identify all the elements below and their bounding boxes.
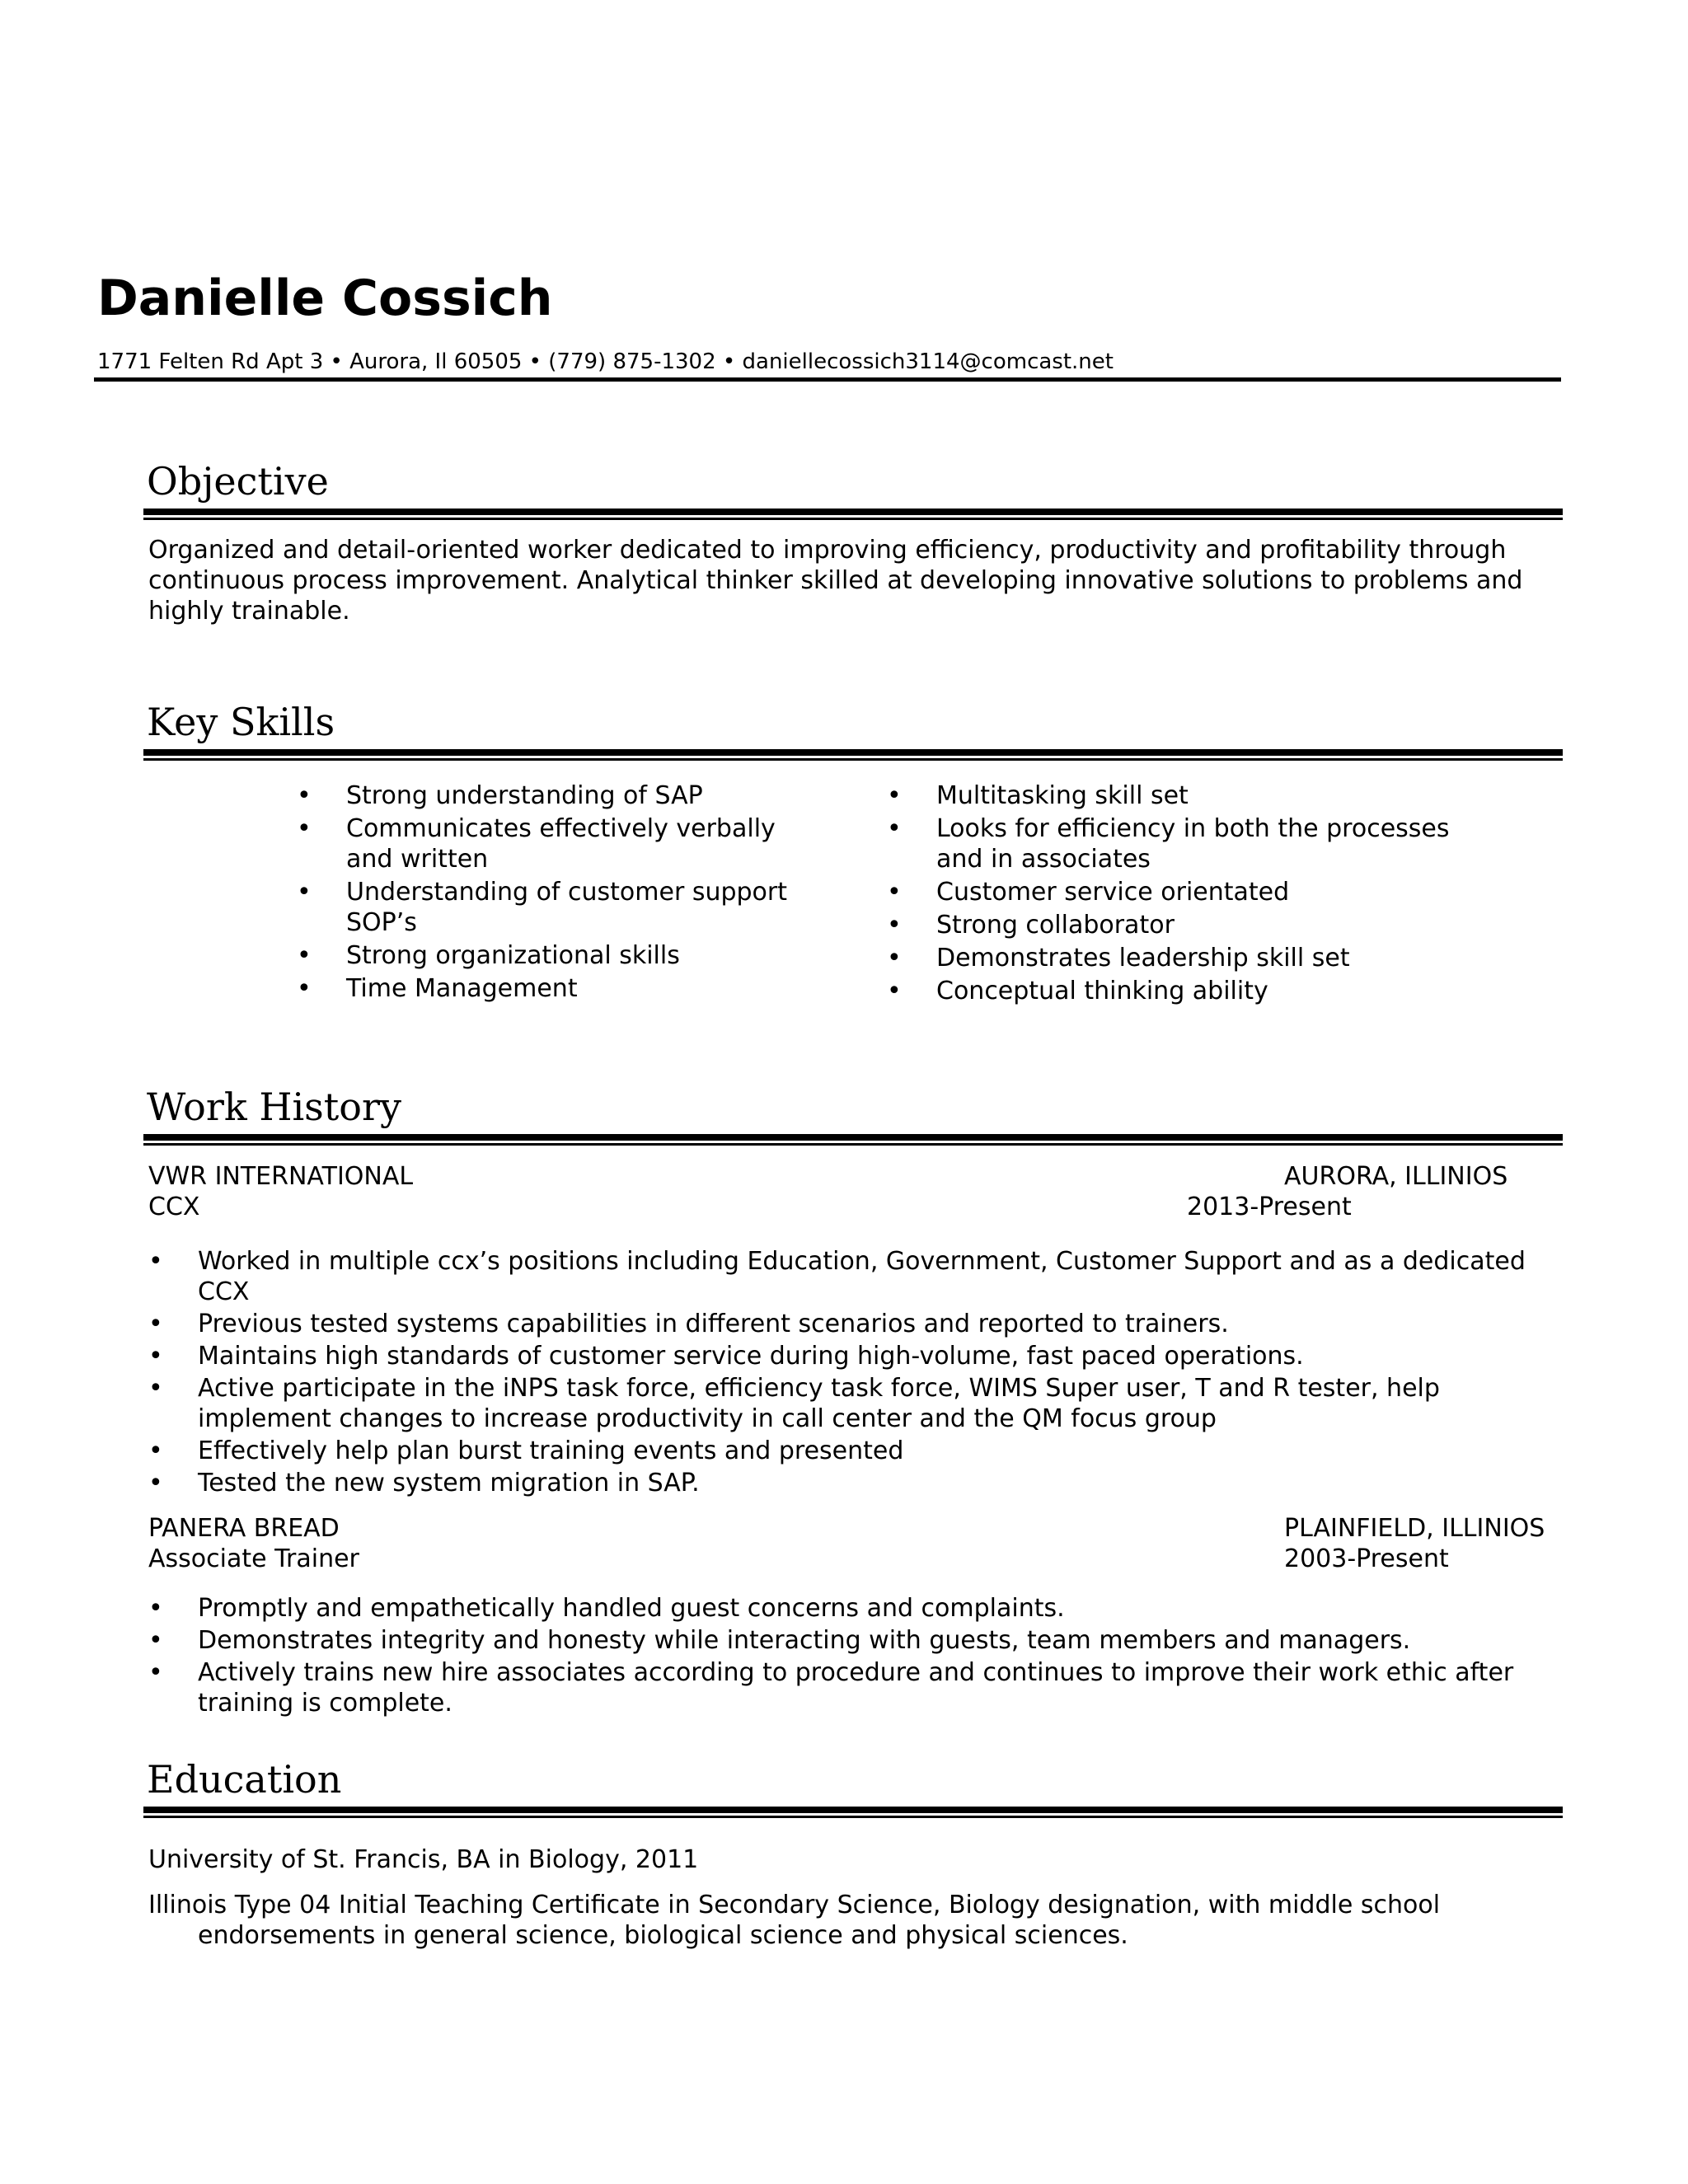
bullet: •: [148, 1626, 163, 1655]
bullet: •: [297, 974, 312, 1003]
duty-item: • Actively trains new hire associates according to procedure and continues to improve their work ethic after training is complete.: [148, 1658, 1514, 1718]
bullet: •: [148, 1342, 163, 1371]
skill-item: • Strong organizational skills: [297, 941, 680, 970]
contact-line: 1771 Felten Rd Apt 3 • Aurora, Il 60505 • (779) 875-1302 • daniellecossich3114@comcast.net: [97, 349, 1114, 374]
skill-item: • Demonstrates leadership skill set: [887, 944, 1350, 972]
duty-item: • Worked in multiple ccx’s positions including Education, Government, Customer Support and as a dedicated CCX: [148, 1247, 1526, 1306]
work-history-rule: [143, 1134, 1563, 1146]
objective-rule: [143, 509, 1563, 520]
skill-item: • Customer service orientated: [887, 878, 1290, 907]
work-history-heading: Work History: [147, 1085, 401, 1129]
job-title: CCX: [148, 1193, 200, 1221]
education-entry: University of St. Francis, BA in Biology, 2011: [148, 1845, 699, 1874]
job-location: PLAINFIELD, ILLINIOS: [1284, 1514, 1545, 1543]
bullet: •: [887, 977, 902, 1005]
duty-item: • Previous tested systems capabilities in different scenarios and reported to trainers.: [148, 1310, 1229, 1338]
job-dates: 2003-Present: [1284, 1544, 1449, 1573]
bullet: •: [148, 1374, 163, 1403]
bullet: •: [887, 944, 902, 972]
skill-item: • Understanding of customer support SOP’s: [297, 878, 788, 937]
duty-item: • Demonstrates integrity and honesty while interacting with guests, team members and managers.: [148, 1626, 1411, 1655]
duty-item: • Active participate in the iNPS task force, efficiency task force, WIMS Super user, T and R tester, help implement changes to increase productivity in call center and the QM focus group: [148, 1374, 1440, 1433]
key-skills-rule: [143, 749, 1563, 761]
bullet: •: [148, 1658, 163, 1687]
education-entry: Illinois Type 04 Initial Teaching Certificate in Secondary Science, Biology designation, with middle school endorsements in general science, biological science and physical sciences.: [148, 1891, 1441, 1950]
skill-item: • Strong collaborator: [887, 911, 1175, 940]
skills-list-right: [887, 780, 1480, 1009]
bullet: •: [148, 1436, 163, 1465]
skill-item: • Conceptual thinking ability: [887, 977, 1268, 1005]
key-skills-heading: Key Skills: [147, 700, 335, 744]
skill-item: • Multitasking skill set: [887, 781, 1189, 810]
skill-item: • Communicates effectively verbally and written: [297, 814, 776, 874]
bullet: •: [887, 911, 902, 940]
applicant-name: Danielle Cossich: [97, 269, 553, 327]
duty-item: • Maintains high standards of customer service during high-volume, fast paced operations.: [148, 1342, 1304, 1371]
bullet: •: [887, 878, 902, 907]
job-duties-list: [148, 1593, 1566, 1720]
bullet: •: [148, 1247, 163, 1276]
duty-item: • Promptly and empathetically handled guest concerns and complaints.: [148, 1594, 1065, 1623]
education-rule: [143, 1807, 1563, 1818]
bullet: •: [297, 814, 312, 843]
skills-list-left: [297, 780, 808, 1006]
objective-text: Organized and detail-oriented worker dedicated to improving efficiency, productivity and profitability through continuous process improvement. Analytical thinker skilled at developing innovative solutions to problems and highly trainable.: [148, 536, 1523, 626]
objective-heading: Objective: [147, 459, 329, 504]
employer-name: PANERA BREAD: [148, 1514, 340, 1543]
skill-item: • Time Management: [297, 974, 578, 1003]
employer-name: VWR INTERNATIONAL: [148, 1162, 414, 1191]
bullet: •: [148, 1469, 163, 1497]
job-location: AURORA, ILLINIOS: [1284, 1162, 1508, 1191]
skill-item: • Looks for efficiency in both the processes and in associates: [887, 814, 1450, 874]
bullet: •: [297, 941, 312, 970]
duty-item: • Tested the new system migration in SAP.: [148, 1469, 700, 1497]
bullet: •: [297, 878, 312, 907]
bullet: •: [887, 781, 902, 810]
job-duties-list: [148, 1246, 1566, 1500]
bullet: •: [887, 814, 902, 843]
education-heading: Education: [147, 1757, 342, 1802]
job-title: Associate Trainer: [148, 1544, 359, 1573]
bullet: •: [148, 1310, 163, 1338]
duty-item: • Effectively help plan burst training events and presented: [148, 1436, 904, 1465]
job-dates: 2013-Present: [1187, 1193, 1352, 1221]
header-rule: [94, 377, 1561, 382]
skill-item: • Strong understanding of SAP: [297, 781, 703, 810]
bullet: •: [297, 781, 312, 810]
bullet: •: [148, 1594, 163, 1623]
